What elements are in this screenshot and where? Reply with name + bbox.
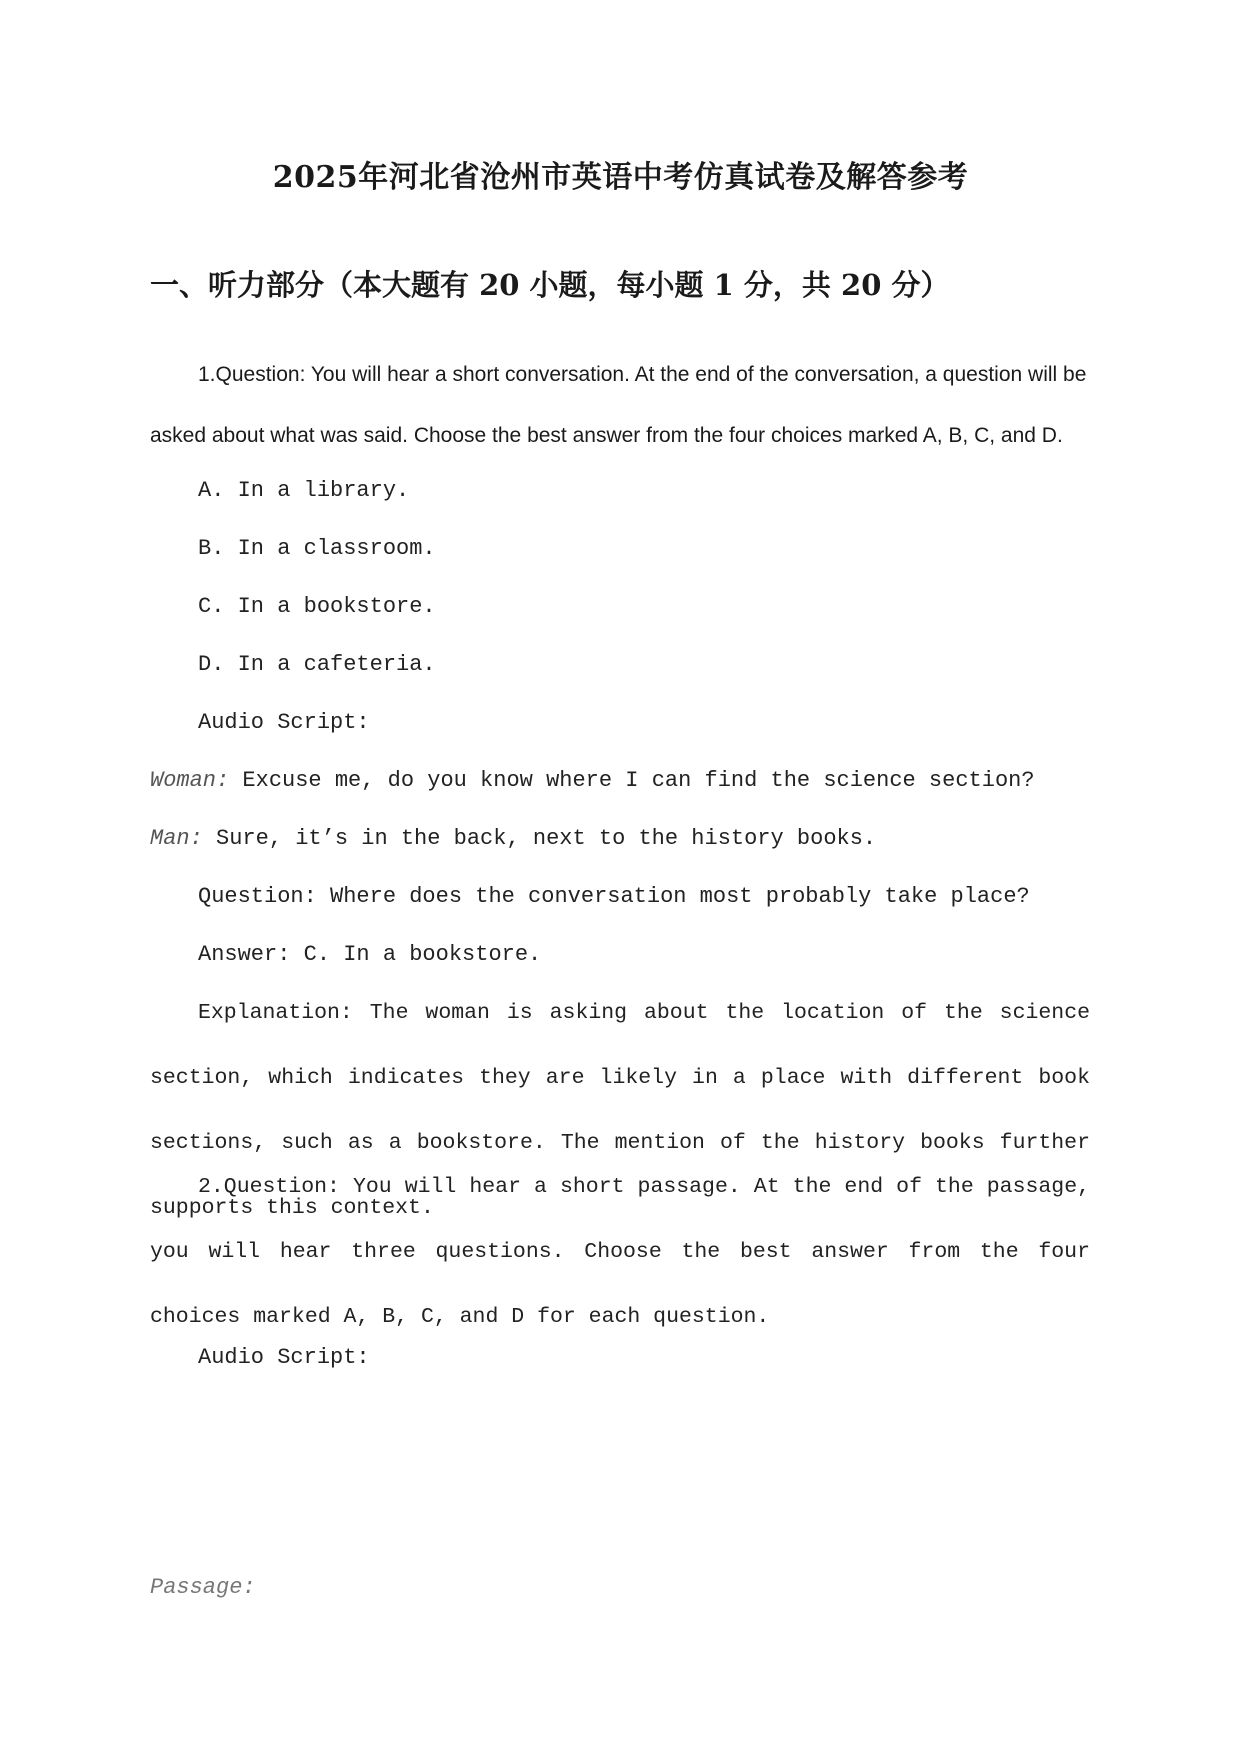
question-1-answer: Answer: C. In a bookstore. [198, 942, 542, 967]
dialogue-line-man [150, 824, 1110, 854]
dialogue-text: Excuse me, do you know where I can find the science section? [229, 768, 1035, 793]
question-1-question: Question: Where does the conversation most probably take place? [198, 884, 1030, 909]
audio-script-label-2: Audio Script: [198, 1345, 370, 1370]
question-1-explanation: Explanation: The woman is asking about the location of the science section, which indicates they are likely in a place with different book sections, such as a bookstore. The mention of the history books further supports this context. [150, 1001, 1090, 1220]
speaker-label: Man: [150, 826, 203, 851]
option-a: A. In a library. [198, 478, 410, 503]
section-heading-listening: 一、听力部分（本大题有 20 小题，每小题 1 分，共 20 分） [150, 268, 950, 302]
passage-label: Passage: [150, 1575, 256, 1600]
dialogue-text: Sure, it’s in the back, next to the history books. [202, 826, 877, 851]
dialogue-line-woman [150, 766, 1110, 796]
document-title: 2025年河北省沧州市英语中考仿真试卷及解答参考 [272, 160, 969, 195]
audio-script-label: Audio Script: [198, 710, 370, 735]
question-1-prompt: 1.Question: You will hear a short conversation. At the end of the conversation, a question will be asked about what was said. Choose the best answer from the four choices marked A, B, C, and D. [150, 363, 1087, 447]
option-d: D. In a cafeteria. [198, 652, 436, 677]
question-2-prompt: 2.Question: You will hear a short passage. At the end of the passage, you will hear three questions. Choose the best answer from the four choices marked A, B, C, and D for each question. [150, 1175, 1090, 1329]
option-b: B. In a classroom. [198, 536, 436, 561]
speaker-label: Woman: [150, 768, 230, 793]
option-c: C. In a bookstore. [198, 594, 436, 619]
